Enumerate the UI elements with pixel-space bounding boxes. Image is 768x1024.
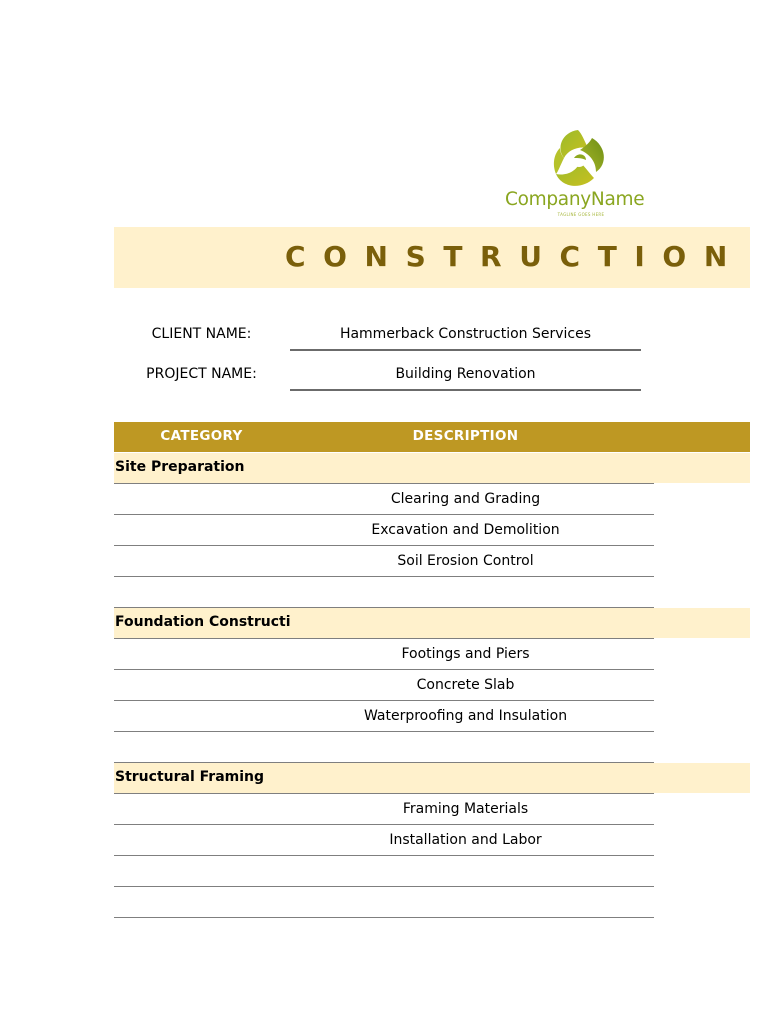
table-row[interactable]	[114, 701, 654, 732]
item-description: Concrete Slab	[416, 677, 515, 693]
table-row[interactable]	[114, 794, 654, 825]
column-header-description: DESCRIPTION	[412, 428, 519, 444]
table-row[interactable]	[114, 825, 654, 856]
category-label: Structural Framing	[115, 769, 265, 785]
item-description: Installation and Labor	[389, 832, 542, 848]
item-description: Framing Materials	[402, 801, 529, 817]
table-row[interactable]	[114, 732, 654, 763]
project-name-label: PROJECT NAME:	[146, 366, 257, 382]
table-row[interactable]	[114, 546, 654, 577]
company-tagline: TAGLINE GOES HERE	[557, 212, 605, 217]
project-name-underline	[290, 389, 641, 391]
item-description: Clearing and Grading	[390, 491, 541, 507]
table-row[interactable]	[114, 515, 654, 546]
category-row[interactable]	[114, 763, 654, 794]
item-description: Soil Erosion Control	[397, 553, 534, 569]
item-description: Excavation and Demolition	[371, 522, 560, 538]
category-row[interactable]	[114, 608, 654, 639]
leaf-swirl-logo-icon	[548, 128, 610, 190]
project-name-value[interactable]: Building Renovation	[395, 366, 536, 382]
category-label: Foundation Constructi	[115, 614, 291, 630]
table-row[interactable]	[114, 670, 654, 701]
company-name: CompanyName	[505, 189, 645, 210]
table-row[interactable]	[114, 887, 654, 918]
client-name-underline	[290, 349, 641, 351]
table-row[interactable]	[114, 639, 654, 670]
table-row[interactable]	[114, 577, 654, 608]
row-divider	[114, 917, 654, 918]
item-description: Footings and Piers	[401, 646, 530, 662]
category-row[interactable]	[114, 453, 654, 484]
item-description: Waterproofing and Insulation	[363, 708, 568, 724]
company-logo	[505, 128, 657, 224]
table-row[interactable]	[114, 856, 654, 887]
category-label: Site Preparation	[115, 459, 245, 475]
table-row[interactable]	[114, 484, 654, 515]
column-header-category: CATEGORY	[160, 428, 243, 444]
title-clip	[285, 227, 745, 288]
client-name-value[interactable]: Hammerback Construction Services	[339, 326, 592, 342]
page-title: CONSTRUCTION	[285, 240, 745, 273]
client-name-label: CLIENT NAME:	[151, 326, 252, 342]
